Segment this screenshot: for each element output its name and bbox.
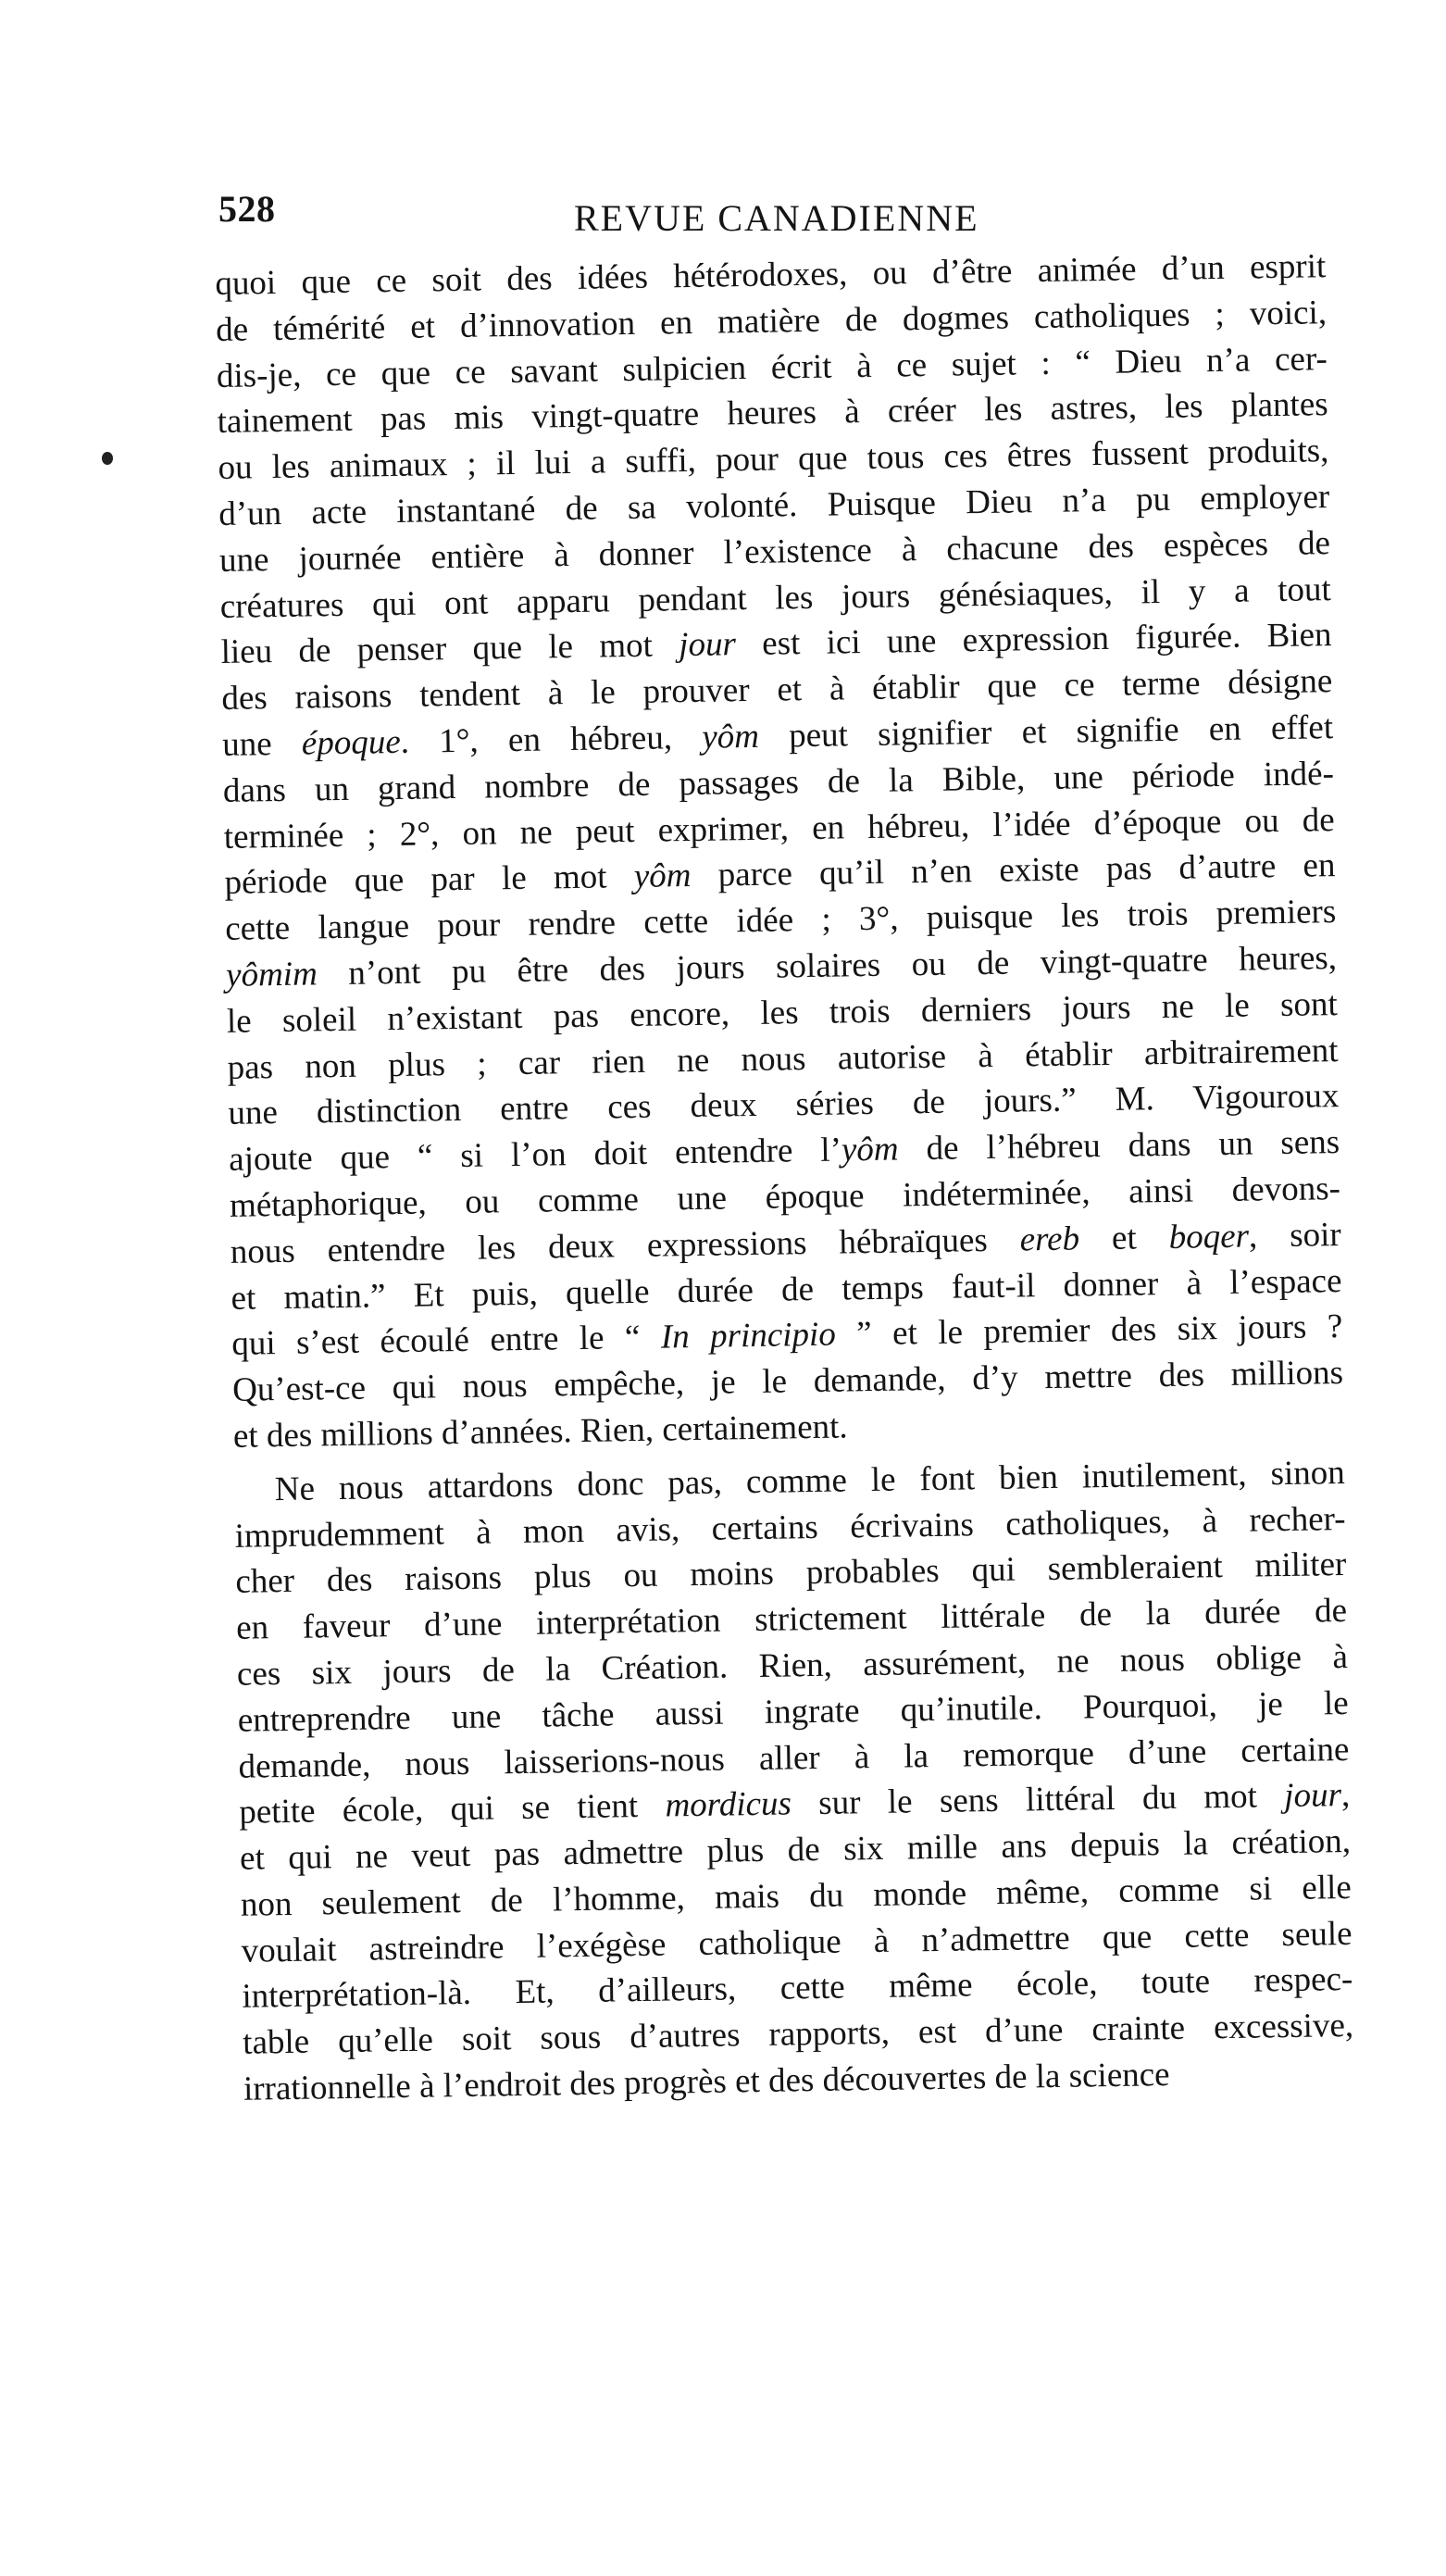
running-head (218, 181, 1326, 246)
text-line: quoi que ce soit des idées hétérodoxes, ou d’être animée d’un esprit (215, 247, 1327, 303)
text-line: des raisons tendent à le prouver et à établir que ce terme désigne (221, 662, 1333, 719)
text-line: et des millions d’années. Rien, certainement. (232, 1407, 848, 1456)
text-line: table qu’elle soit sous d’autres rapports, est d’une crainte excessive, (242, 2007, 1354, 2063)
text-line: d’un acte instantané de sa volonté. Puisque Dieu n’a pu employer (218, 478, 1330, 533)
text-line: demande, nous laisserions-nous aller à la remorque d’une certaine (238, 1730, 1350, 1786)
page-number: 528 (218, 188, 276, 230)
text-line: en faveur d’une interprétation strictement littérale de la durée de (235, 1592, 1348, 1647)
text-line: imprudemment à mon avis, certains écrivains catholiques, à recher- (234, 1499, 1346, 1556)
body-text (215, 244, 1354, 2112)
text-line: voulait astreindre l’exégèse catholique à n’admettre que cette seule (241, 1914, 1353, 1970)
text-line: créatures qui ont apparu pendant les jours génésiaques, il y a tout (219, 569, 1332, 626)
text-line: métaphorique, ou comme une époque indéterminée, ainsi devons- (229, 1169, 1341, 1225)
text-line: tainement pas mis vingt-quatre heures à créer les astres, les plantes (217, 385, 1328, 442)
text-line: dans un grand nombre de passages de la Bible, une période indé- (222, 754, 1335, 810)
text-line: cette langue pour rendre cette idée ; 3°, puisque les trois premiers (225, 893, 1337, 949)
text-line: irrationnelle à l’endroit des progrès et des découvertes de la science (243, 2056, 1170, 2108)
text-line: qui s’est écoulé entre le “ In principio ” et le premier des six jours ? (231, 1307, 1343, 1364)
text-line: ajoute que “ si l’on doit entendre l’yôm de l’hébreu dans un sens (228, 1123, 1340, 1180)
text-line: de témérité et d’innovation en matière de dogmes catholiques ; voici, (215, 293, 1328, 349)
text-line: pas non plus ; car rien ne nous autorise à établir arbitrairement (227, 1031, 1339, 1087)
text-line: entreprendre une tâche aussi ingrate qu’inutile. Pourquoi, je le (237, 1683, 1349, 1740)
ink-speck (102, 452, 113, 465)
text-line: une distinction entre ces deux séries de jours.” M. Vigouroux (228, 1077, 1340, 1133)
journal-title: REVUE CANADIENNE (574, 197, 979, 239)
text-line: interprétation-là. Et, d’ailleurs, cette même école, toute respec- (242, 1960, 1353, 2017)
text-line: période que par le mot yôm parce qu’il n’en existe pas d’autre en (224, 846, 1336, 903)
text-line: yômim n’ont pu être des jours solaires ou de vingt-quatre heures, (225, 939, 1338, 994)
paragraph-1 (215, 244, 1344, 1459)
text-line: et qui ne veut pas admettre plus de six mille ans depuis la création, (239, 1822, 1352, 1878)
text-line: et matin.” Et puis, quelle durée de temps faut-il donner à l’espace (231, 1261, 1342, 1318)
paragraph-2 (233, 1450, 1354, 2113)
text-line: nous entendre les deux expressions hébraïques ereb et boqer, soir (230, 1215, 1342, 1271)
text-line: le soleil n’existant pas encore, les trois derniers jours ne le sont (226, 984, 1339, 1041)
text-line: ou les animaux ; il lui a suffi, pour que tous ces êtres fussent produits, (218, 431, 1329, 488)
text-line: Qu’est-ce qui nous empêche, je le demande, d’y mettre des millions (231, 1354, 1344, 1409)
text-line: une journée entière à donner l’existence à chacune des espèces de (218, 523, 1331, 580)
text-line: ces six jours de la Création. Rien, assurément, ne nous oblige à (236, 1637, 1349, 1694)
text-line: lieu de penser que le mot jour est ici une expression figurée. Bien (220, 616, 1332, 672)
text-line: dis-je, ce que ce savant sulpicien écrit à ce sujet : “ Dieu n’a cer- (216, 339, 1328, 395)
text-line: non seulement de l’homme, mais du monde même, comme si elle (240, 1868, 1353, 1924)
text-line: terminée ; 2°, on ne peut exprimer, en hébreu, l’idée d’époque ou de (223, 800, 1335, 857)
text-line: petite école, qui se tient mordicus sur le sens littéral du mot jour, (239, 1776, 1351, 1832)
text-line: une époque. 1°, en hébreu, yôm peut signifier et signifie en effet (221, 708, 1334, 764)
text-line: cher des raisons plus ou moins probables qui sembleraient militer (235, 1545, 1347, 1602)
text-line: Ne nous attardons donc pas, comme le font bien inutilement, sinon (274, 1453, 1346, 1508)
